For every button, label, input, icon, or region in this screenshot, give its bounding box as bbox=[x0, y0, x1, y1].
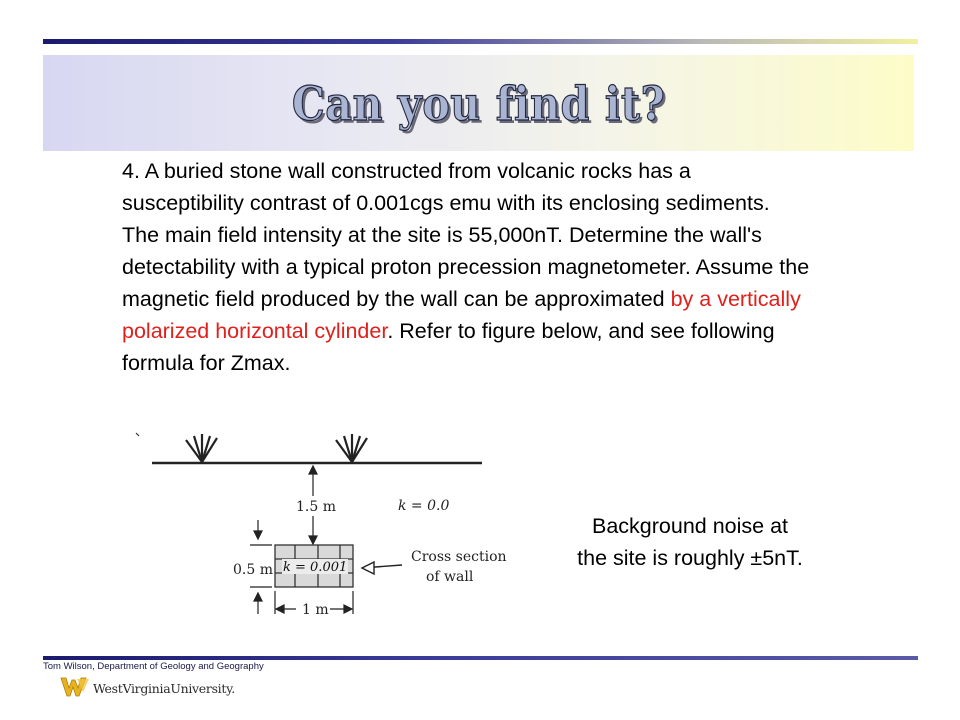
wall-cross-section-figure bbox=[130, 428, 510, 628]
cross-section-label-line2: of wall bbox=[426, 569, 474, 585]
cross-section-label-line1: Cross section bbox=[411, 549, 507, 565]
depth-label: 1.5 m bbox=[296, 499, 336, 515]
wv-logo-icon bbox=[60, 676, 90, 700]
title-banner bbox=[43, 55, 914, 151]
slide-title: Can you find it? bbox=[291, 77, 666, 132]
problem-highlight: by a vertically polarized horizontal cylinder bbox=[122, 287, 801, 343]
problem-text-part-1: 4. A buried stone wall constructed from volcanic rocks has a susceptibility contrast of 0.001cgs emu with its enclosing sediments. The main field intensity at the site is 55,000nT. Determine the wall's detectability with a typical proton precession magnetometer. Assume the magnetic field produced by the wall can be approximated bbox=[122, 159, 810, 311]
callout-arrow-icon bbox=[362, 562, 402, 574]
surrounding-susceptibility-label: k = 0.0 bbox=[398, 498, 450, 514]
university-logo bbox=[60, 676, 235, 700]
footer-credit: Tom Wilson, Department of Geology and Geography bbox=[43, 661, 264, 672]
noise-line-1: Background noise at bbox=[591, 514, 789, 538]
grass-tuft-icon-left bbox=[186, 434, 217, 462]
noise-line-2: the site is roughly ±5nT. bbox=[577, 546, 803, 570]
wall-susceptibility-label: k = 0.001 bbox=[283, 560, 348, 575]
bottom-rule bbox=[43, 656, 918, 660]
background-noise-note bbox=[540, 510, 840, 574]
width-label: 1 m bbox=[302, 602, 329, 618]
grass-tuft-icon-right bbox=[336, 434, 367, 462]
ground-tick bbox=[136, 433, 139, 436]
problem-text-part-2: . Refer to figure below, and see following formula for Zmax. bbox=[122, 319, 775, 375]
top-rule bbox=[43, 39, 918, 44]
height-label: 0.5 m bbox=[233, 562, 273, 578]
university-name: WestVirginiaUniversity. bbox=[93, 680, 235, 696]
problem-text bbox=[122, 155, 812, 379]
